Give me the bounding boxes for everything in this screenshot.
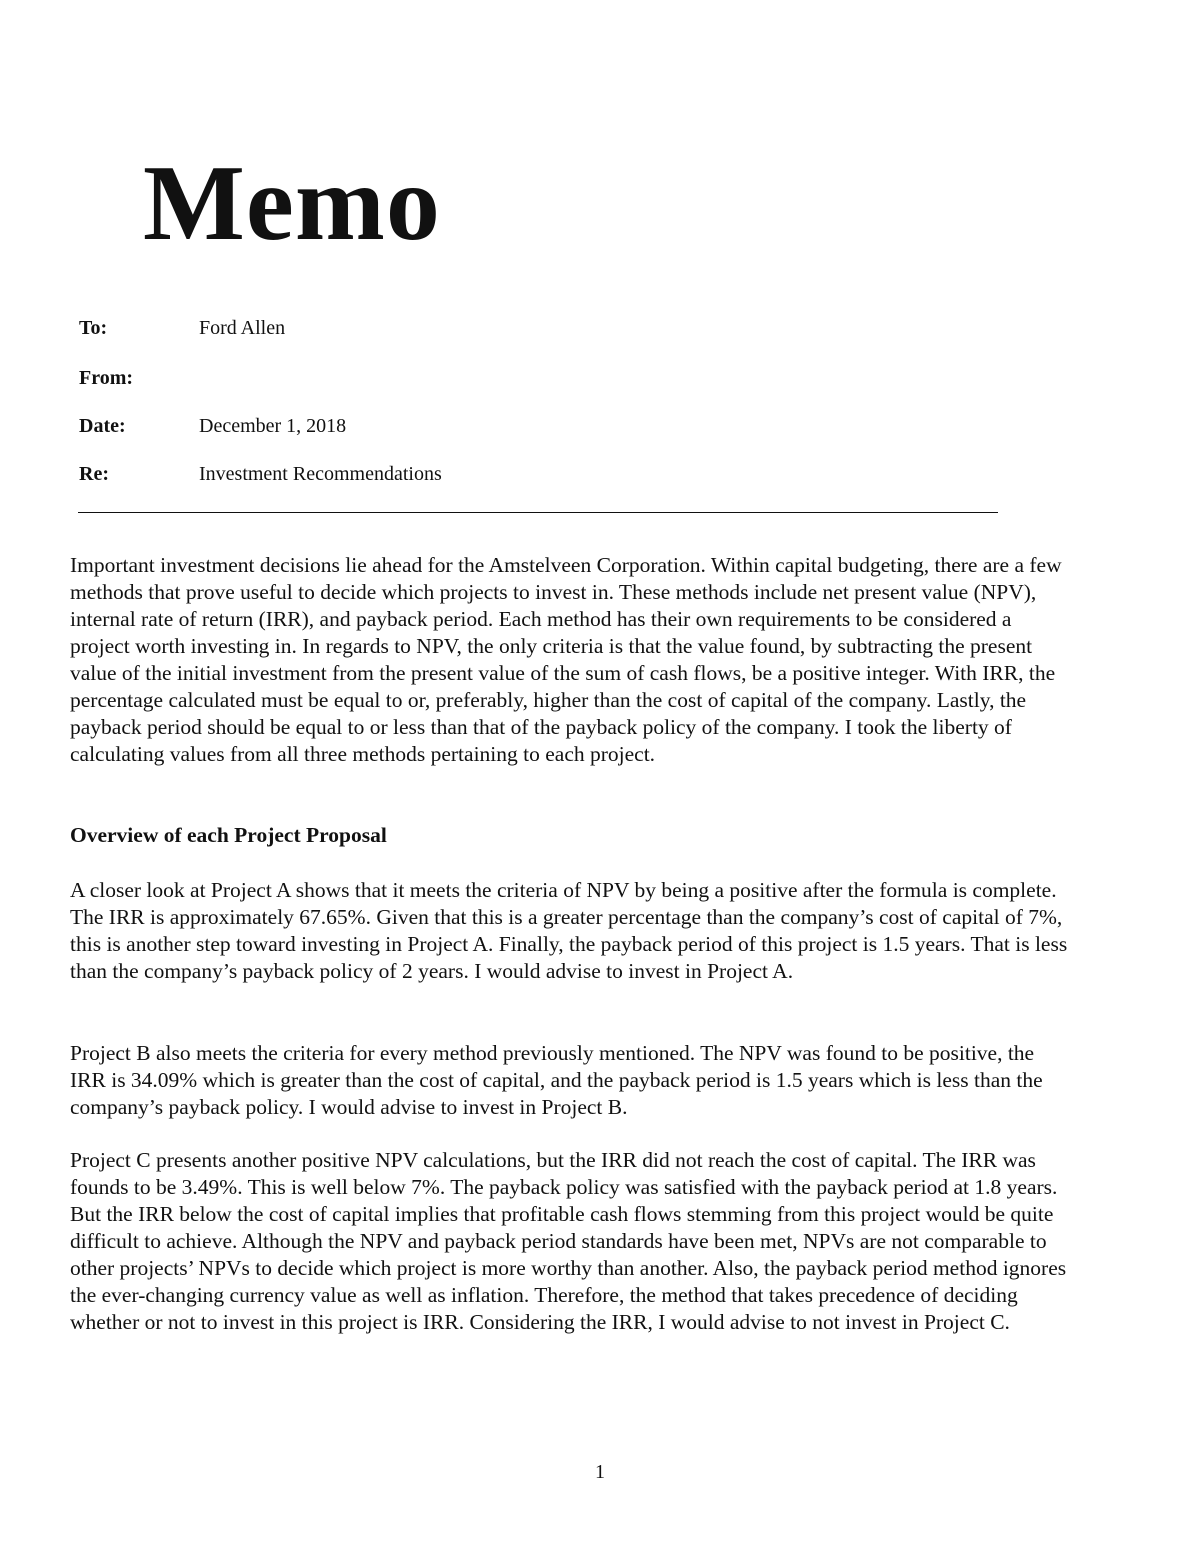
to-value: Ford Allen [199, 317, 286, 339]
page-number: 1 [595, 1461, 605, 1483]
project-c-paragraph: Project C presents another positive NPV calculations, but the IRR did not reach the cost of capital. The IRR was founds to be 3.49%. This is well below 7%. The payback policy was satisfied with the payback period at 1.8 years. But the IRR below the cost of capital implies that profitable cash flows stemming from this project would be quite difficult to achieve. Although the NPV and payback period standards have been met, NPVs are not comparable to other projects’ NPVs to decide which project is more worthy than another. Also, the payback period method ignores the ever-changing currency value as well as inflation. Therefore, the method that takes precedence of deciding whether or not to invest in this project is IRR. Considering the IRR, I would advise to not invest in Project C. [70, 1148, 1067, 1334]
from-label: From: [79, 367, 134, 389]
re-value: Investment Recommendations [199, 463, 442, 485]
re-label: Re: [79, 463, 109, 485]
header-divider [78, 512, 998, 513]
intro-paragraph: Important investment decisions lie ahead for the Amstelveen Corporation. Within capital budgeting, there are a few methods that prove useful to decide which projects to invest in. These methods include net present value (NPV), internal rate of return (IRR), and payback period. Each method has their own requirements to be considered a project worth investing in. In regards to NPV, the only criteria is that the value found, by subtracting the present value of the initial investment from the present value of the sum of cash flows, be a positive integer. With IRR, the percentage calculated must be equal to or, preferably, higher than the cost of capital of the company. Lastly, the payback period should be equal to or less than that of the payback policy of the company. I took the liberty of calculating values from all three methods pertaining to each project. [70, 553, 1062, 766]
project-a-paragraph: A closer look at Project A shows that it meets the criteria of NPV by being a positive after the formula is complete. The IRR is approximately 67.65%. Given that this is a greater percentage than the company’s cost of capital of 7%, this is another step toward investing in Project A. Finally, the payback period of this project is 1.5 years. That is less than the company’s payback policy of 2 years. I would advise to invest in Project A. [70, 878, 1068, 983]
date-label: Date: [79, 415, 126, 437]
to-label: To: [79, 317, 108, 339]
memo-title: Memo [143, 144, 441, 263]
section-heading: Overview of each Project Proposal [70, 823, 387, 847]
project-b-paragraph: Project B also meets the criteria for every method previously mentioned. The NPV was found to be positive, the IRR is 34.09% which is greater than the cost of capital, and the payback period is 1.5 years which is less than the company’s payback policy. I would advise to invest in Project B. [70, 1041, 1043, 1119]
date-value: December 1, 2018 [199, 415, 347, 437]
